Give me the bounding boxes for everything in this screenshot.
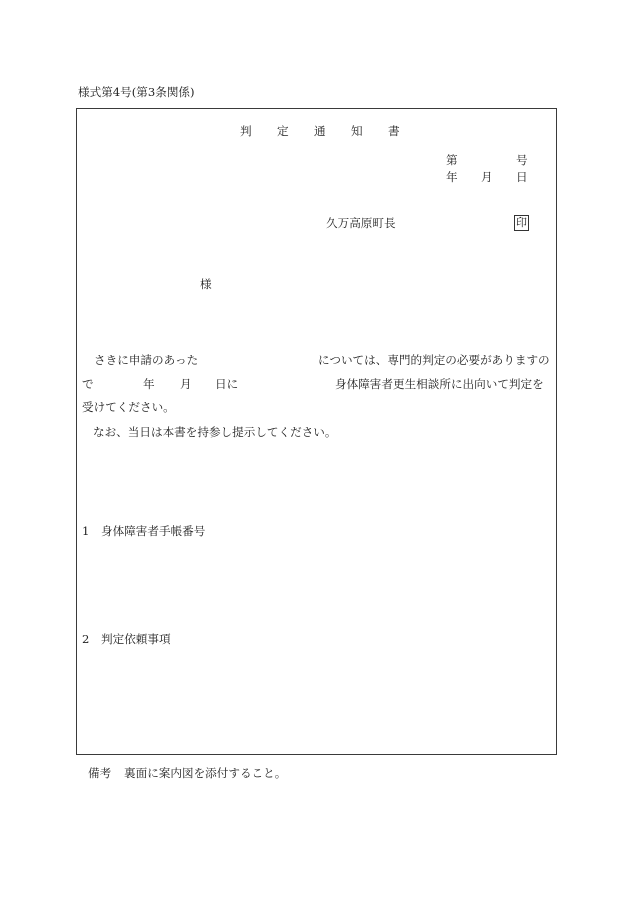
document-number-suffix: 号: [516, 153, 528, 167]
date-day-label: 日: [516, 170, 528, 184]
note-text: 裏面に案内図を添付すること。: [124, 766, 287, 780]
body-line3: 受けてください。: [82, 400, 175, 414]
item-2-number: 2: [82, 632, 90, 646]
body-line1-end: については、専門的判定の必要がありますの: [318, 353, 550, 367]
item-2-label: 判定依頼事項: [101, 632, 171, 646]
body-line4: なお、当日は本書を持参し提示してください。: [93, 425, 337, 439]
document-number-prefix: 第: [446, 153, 458, 167]
issuer-name: 久万高原町長: [326, 216, 396, 230]
date-year-label: 年: [446, 170, 458, 184]
document-title: 判定通知書: [240, 124, 425, 138]
form-number: 様式第4号(第3条関係): [78, 85, 195, 99]
body-line2-start: で: [82, 377, 94, 391]
item-1-number: 1: [82, 524, 90, 538]
body-line2-month: 月: [180, 377, 192, 391]
body-line2-year: 年: [143, 377, 155, 391]
date-month-label: 月: [481, 170, 493, 184]
note-label: 備考: [88, 766, 112, 780]
addressee-honorific: 様: [200, 277, 212, 291]
item-1-label: 身体障害者手帳番号: [101, 524, 206, 538]
body-line2-day: 日に: [215, 377, 239, 391]
seal-mark: 印: [516, 216, 527, 229]
body-line1-start: さきに申請のあった: [94, 353, 199, 367]
body-line2-end: 身体障害者更生相談所に出向いて判定を: [335, 377, 544, 391]
